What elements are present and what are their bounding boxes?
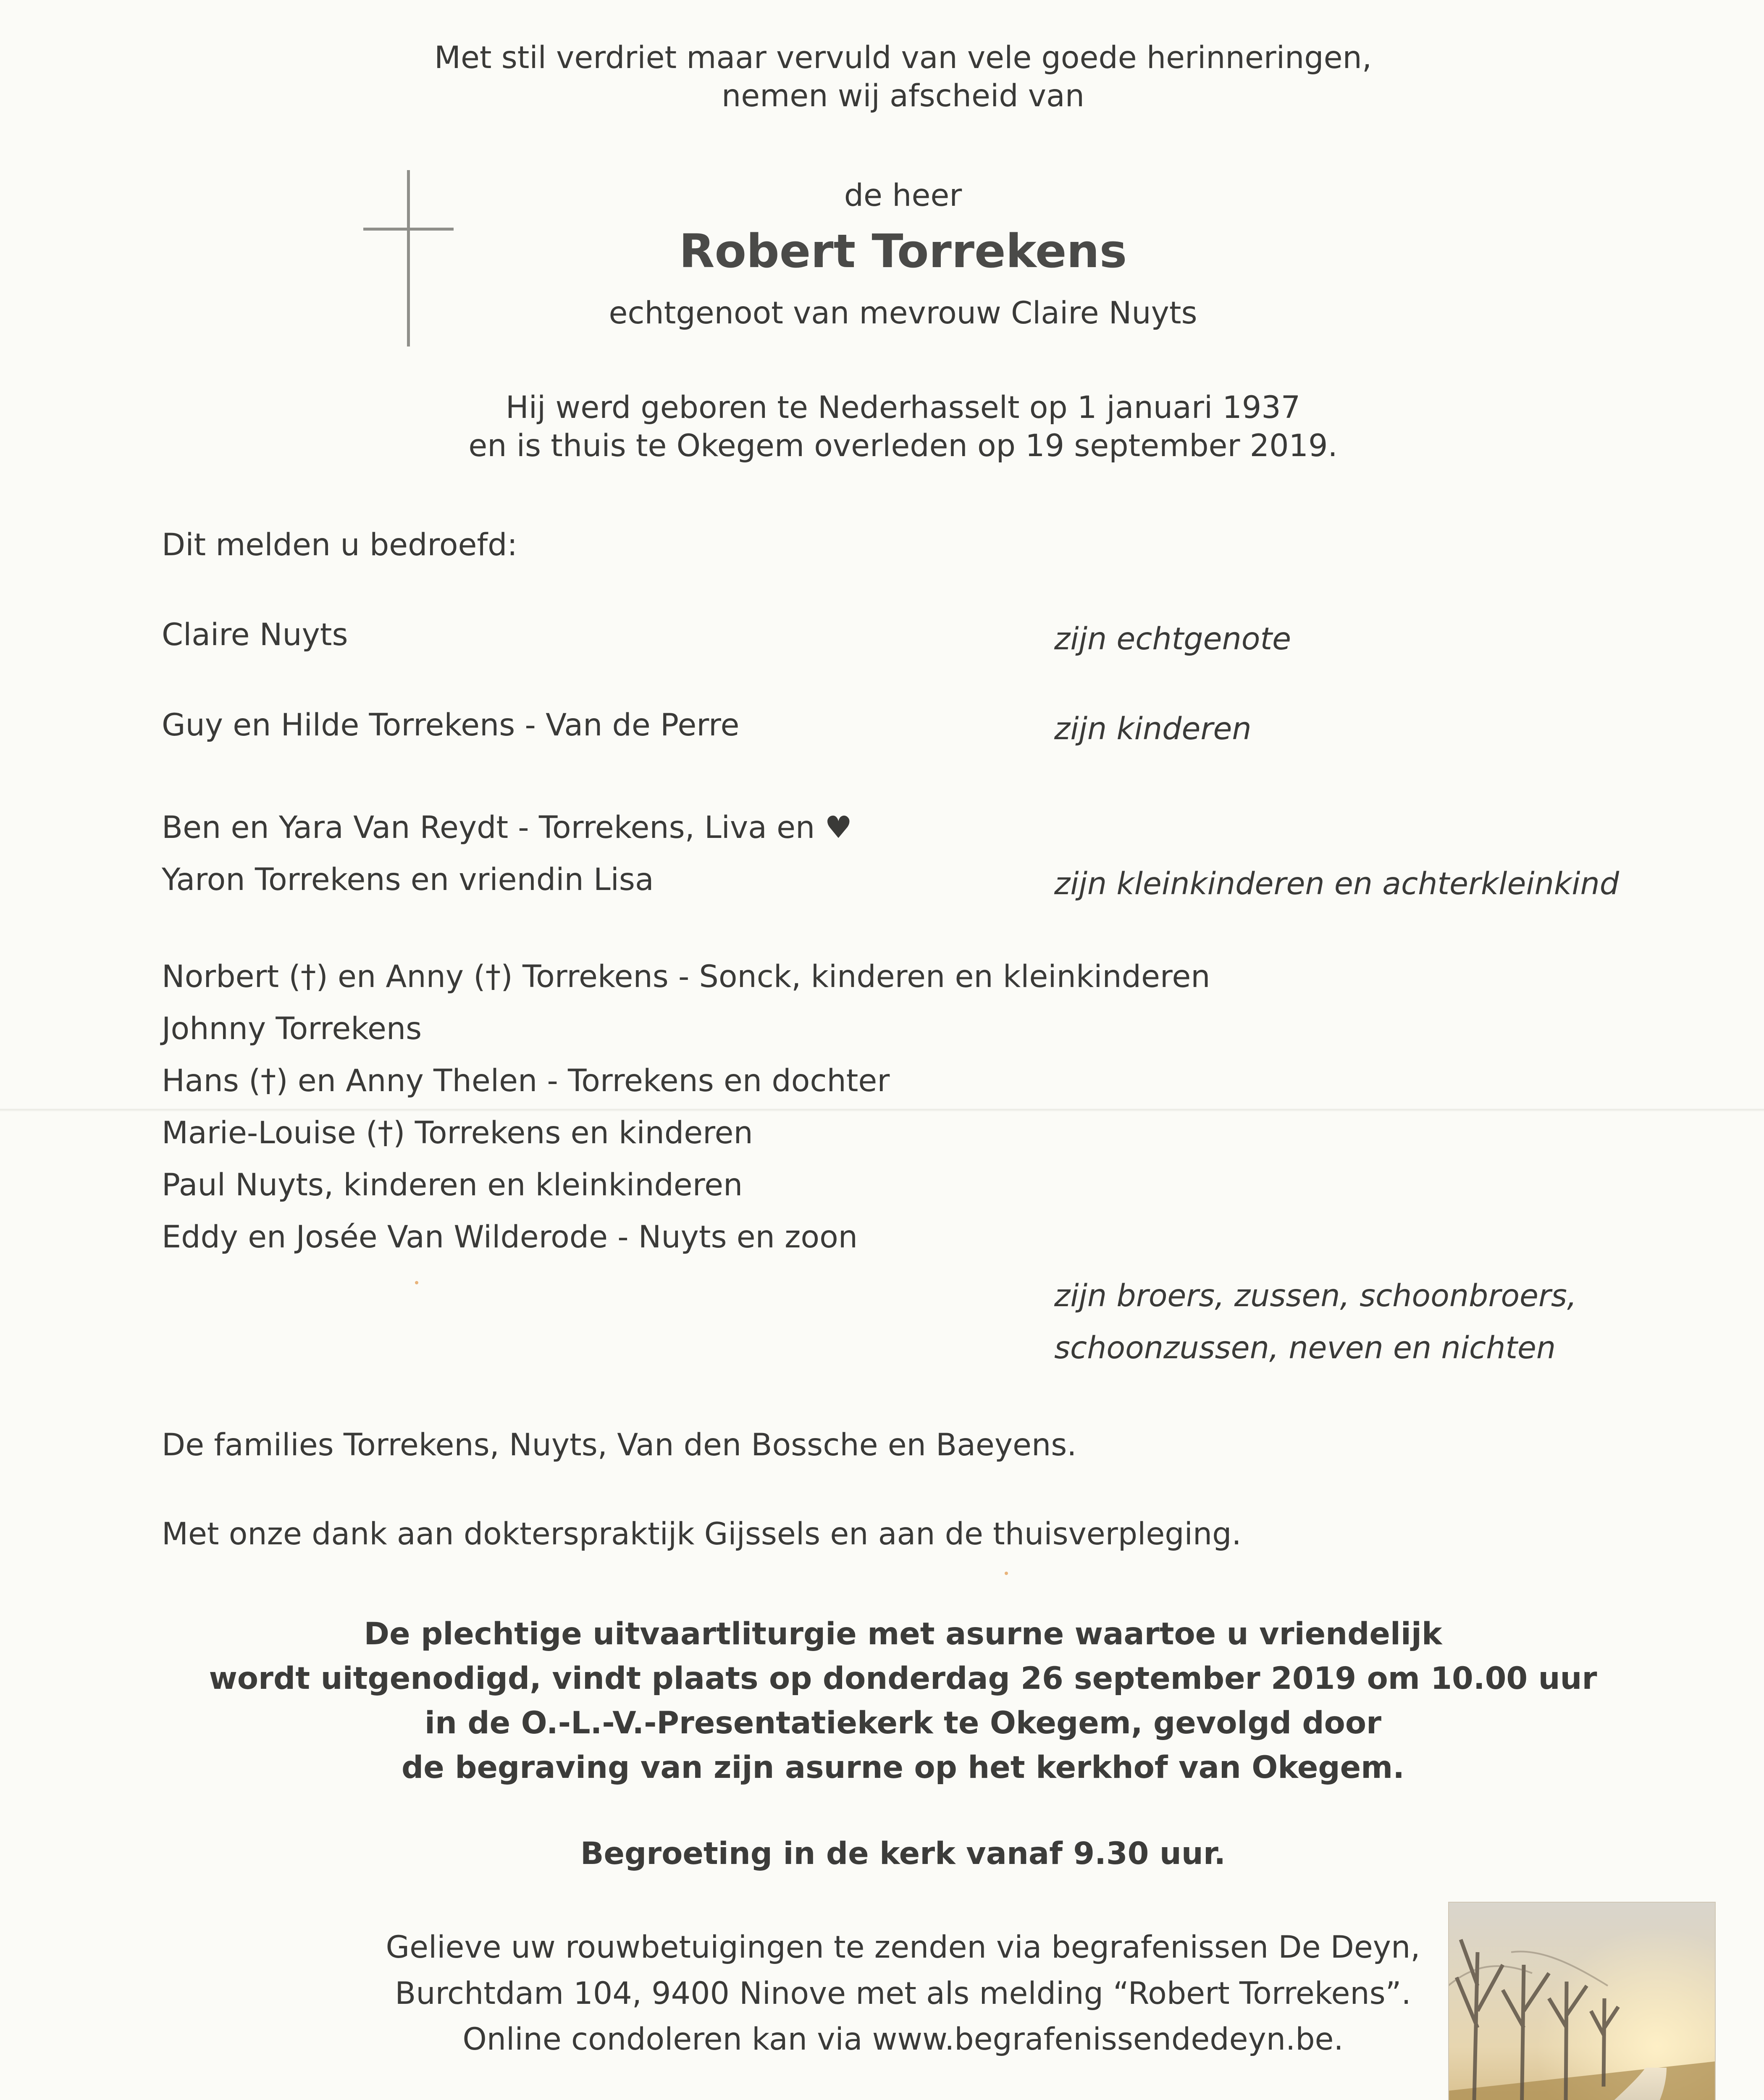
- mourner-spouse-relation: zijn echtgenote: [1054, 621, 1292, 657]
- deceased-spouse-line: echtgenoot van mevrouw Claire Nuyts: [609, 295, 1197, 331]
- paper-speck: [415, 1281, 418, 1284]
- intro-line-2: nemen wij afscheid van: [722, 78, 1084, 114]
- funeral-details: [168, 1612, 1638, 1790]
- paper-speck: [1005, 1572, 1008, 1575]
- sibling-line: Paul Nuyts, kinderen en kleinkinderen: [162, 1167, 743, 1203]
- thanks-line: Met onze dank aan dokterspraktijk Gijssels en aan de thuisverpleging.: [162, 1516, 1242, 1552]
- siblings-relation-line-2: schoonzussen, neven en nichten: [1054, 1330, 1556, 1366]
- mourner-children-relation: zijn kinderen: [1054, 711, 1252, 747]
- sibling-line: Hans (†) en Anny Thelen - Torrekens en dochter: [162, 1063, 890, 1099]
- deceased-name: Robert Torrekens: [679, 224, 1127, 278]
- greeting-line: Begroeting in de kerk vanaf 9.30 uur.: [580, 1836, 1226, 1872]
- sibling-line: Eddy en Josée Van Wilderode - Nuyts en zoon: [162, 1219, 858, 1255]
- funeral-line-4: de begraving van zijn asurne op het kerkhof van Okegem.: [402, 1749, 1404, 1785]
- contact-line-1: Gelieve uw rouwbetuigingen te zenden via begrafenissen De Deyn,: [386, 1929, 1420, 1965]
- funeral-line-2: wordt uitgenodigd, vindt plaats op donderdag 26 september 2019 om 10.00 uur: [209, 1660, 1597, 1696]
- mourner-grandchildren-relation: zijn kleinkinderen en achterkleinkind: [1054, 866, 1620, 902]
- sibling-line: Marie-Louise (†) Torrekens en kinderen: [162, 1115, 753, 1151]
- intro-text: [252, 39, 1554, 116]
- contact-line-3: Online condoleren kan via www.begrafenissendedeyn.be.: [462, 2021, 1344, 2057]
- funeral-line-1: De plechtige uitvaartliturgie met asurne waartoe u vriendelijk: [364, 1616, 1442, 1652]
- deceased-title: de heer: [844, 178, 962, 213]
- announcement-intro: Dit melden u bedroefd:: [162, 527, 518, 563]
- families-line: De families Torrekens, Nuyts, Van den Bossche en Baeyens.: [162, 1427, 1077, 1463]
- contact-details: [126, 1924, 1680, 2063]
- siblings-relation-line-1: zijn broers, zussen, schoonbroers,: [1054, 1278, 1577, 1314]
- paper-fold-line: [0, 1109, 1764, 1111]
- intro-line-1: Met stil verdriet maar vervuld van vele goede herinneringen,: [434, 40, 1372, 76]
- mourner-grandchildren-line-1: Ben en Yara Van Reydt - Torrekens, Liva en ♥: [162, 810, 852, 845]
- autumn-path-image: [1448, 1902, 1716, 2100]
- birth-line: Hij werd geboren te Nederhasselt op 1 januari 1937: [505, 390, 1301, 425]
- birth-death-text: [252, 388, 1554, 465]
- mourner-grandchildren-line-2: Yaron Torrekens en vriendin Lisa: [162, 862, 654, 898]
- contact-line-2: Burchtdam 104, 9400 Ninove met als melding “Robert Torrekens”.: [395, 1975, 1411, 2011]
- death-line: en is thuis te Okegem overleden op 19 september 2019.: [468, 428, 1338, 464]
- sibling-line: Johnny Torrekens: [162, 1011, 422, 1047]
- funeral-line-3: in de O.-L.-V.-Presentatiekerk te Okegem, gevolgd door: [425, 1705, 1381, 1741]
- mourner-children-name: Guy en Hilde Torrekens - Van de Perre: [162, 707, 740, 743]
- sibling-line: Norbert (†) en Anny (†) Torrekens - Sonck, kinderen en kleinkinderen: [162, 959, 1210, 995]
- mourner-spouse-name: Claire Nuyts: [162, 617, 348, 653]
